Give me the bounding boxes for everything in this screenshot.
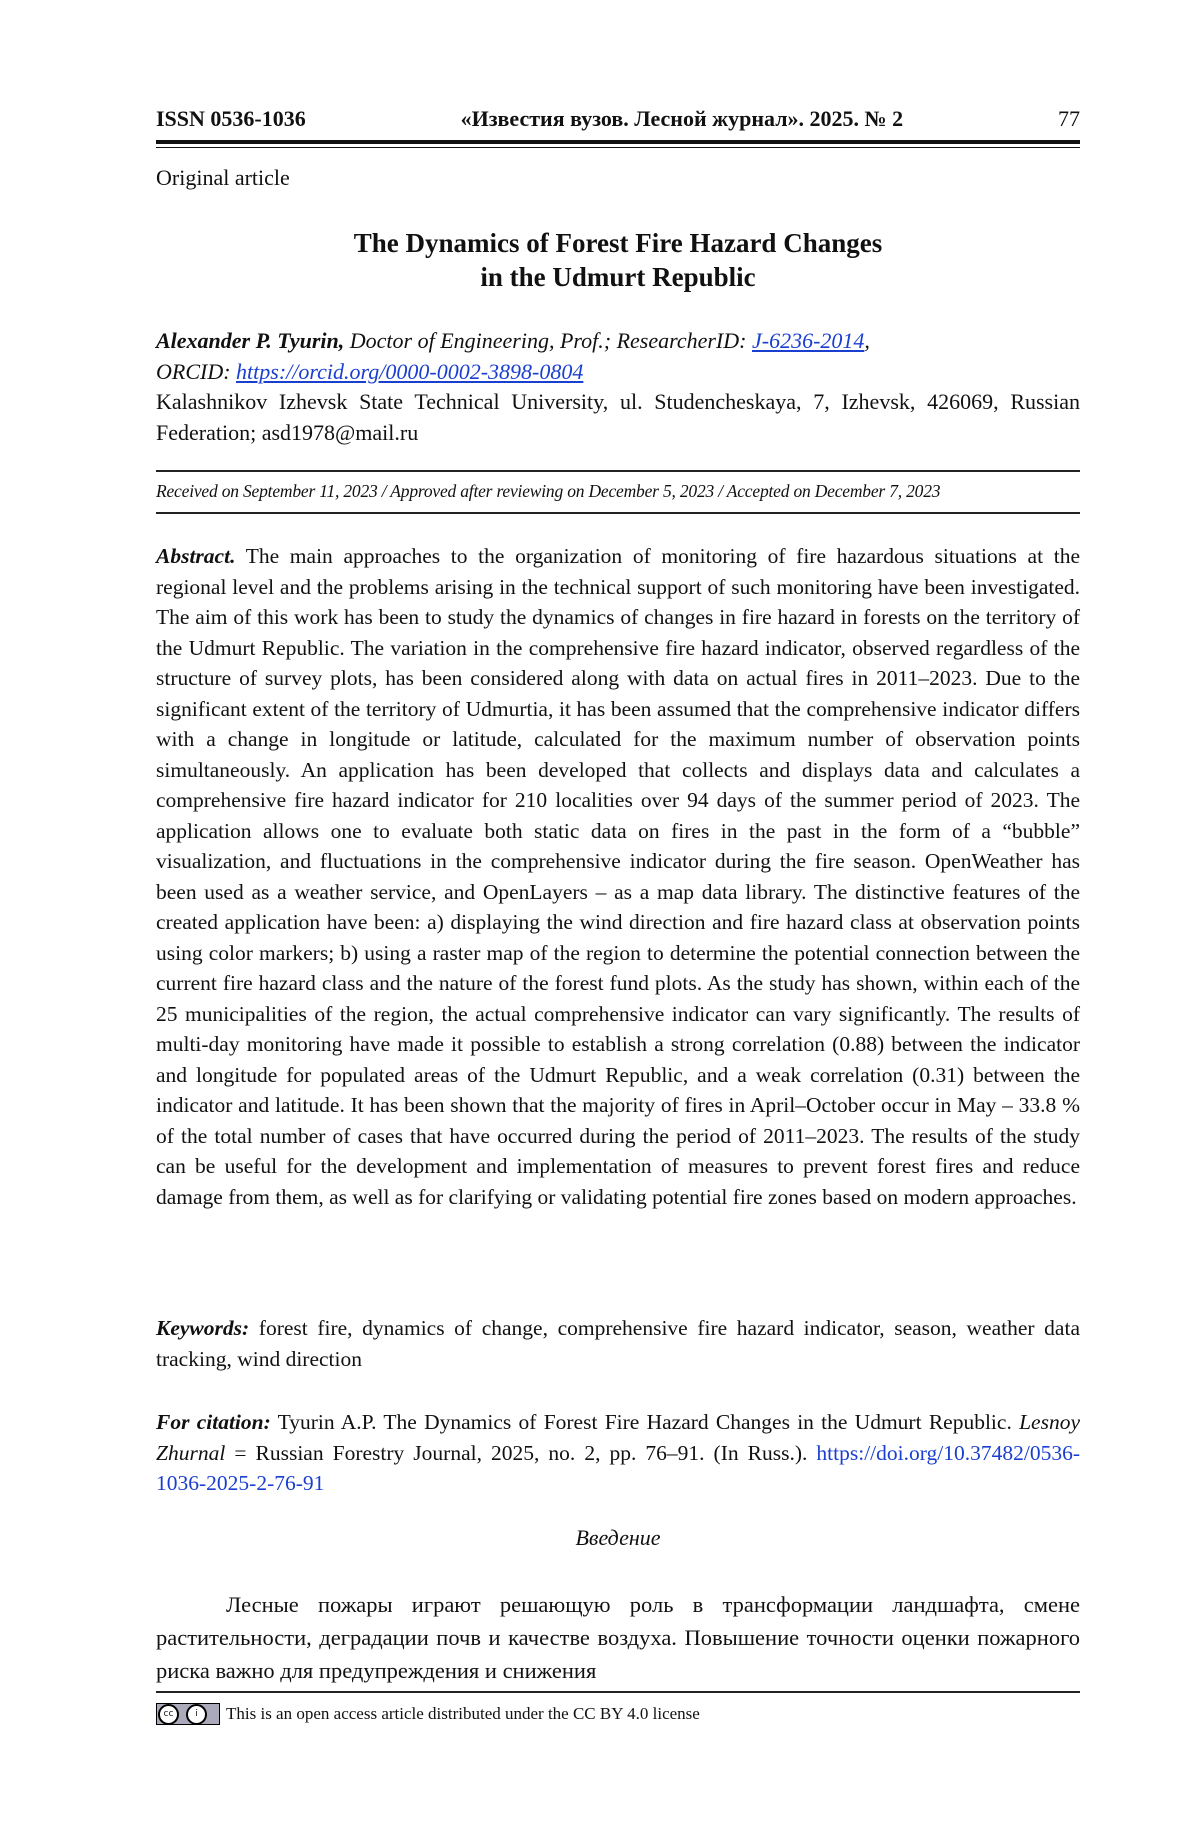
title-line-2: in the Udmurt Republic [156, 260, 1080, 294]
license-text: This is an open access article distributed under the CC BY 4.0 license [226, 1704, 700, 1724]
citation-journal: Lesnoy Zhurnal [156, 1410, 1080, 1465]
divider [156, 512, 1080, 514]
license-footer [156, 1703, 1080, 1725]
author-degree: Doctor of Engineering, Prof.; ResearcherID: [344, 328, 752, 353]
journal-name: «Известия вузов. Лесной журнал». 2025. № 2 [461, 106, 904, 136]
abstract-text: The main approaches to the organization of monitoring of fire hazardous situations at the regional level and the problems arising in the technical support of such monitoring have been investigated. The aim of this work has been to study the dynamics of changes in fire hazard in forests on the territory of the Udmurt Republic. The variation in the comprehensive fire hazard indicator, observed regardless of the structure of survey plots, has been considered along with data on actual fires in 2011–2023. Due to the significant extent of the territory of Udmurtia, it has been assumed that the comprehensive indicator differs with a change in longitude or latitude, calculated for the maximum number of observation points simultaneously. An application has been developed that collects and displays data and calculates a comprehensive fire hazard indicator for 210 localities over 94 days of the summer period of 2023. The application allows one to evaluate both static data on fires in the past in the form of a “bubble” visualization, and fluctuations in the comprehensive indicator during the fire season. OpenWeather has been used as a weather service, and OpenLayers – as a map data library. The distinctive features of the created application have been: a) displaying the wind direction and fire hazard class at observation points using color markers; b) using a raster map of the region to determine the potential connection between the current fire hazard class and the nature of the forest fund plots. As the study has shown, within each of the 25 municipalities of the region, the actual comprehensive indicator can vary significantly. The results of multi-day monitoring have made it possible to establish a strong correlation (0.88) between the indicator and longitude for populated areas of the Udmurt Republic, and a weak correlation (0.31) between the indicator and latitude. It has been shown that the majority of fires in April–October occur in May – 33.8 % of the total number of cases that have occurred during the period of 2011–2023. The results of the study can be useful for the development and implementation of measures to prevent forest fires and reduce damage from them, as well as for clarifying or validating potential fire zones based on modern approaches. [156, 544, 1080, 1209]
orcid-line [156, 357, 1080, 388]
header-rule-thick [156, 140, 1080, 144]
article-title [156, 226, 1080, 294]
divider [156, 470, 1080, 472]
dates: Received on September 11, 2023 / Approved after reviewing on December 5, 2023 / Accepted on December 7, 2023 [156, 481, 1080, 502]
abstract [156, 541, 1080, 1212]
cc-by-icon: cc i [156, 1703, 220, 1725]
citation-label: For citation: [156, 1410, 271, 1434]
running-header [156, 106, 1080, 136]
doi-link[interactable]: https://doi.org/10.37482/0536-1036-2025-2-76-91 [156, 1441, 1080, 1496]
intro-paragraph: Лесные пожары играют решающую роль в трансформации ландшафта, смене растительности, деградации почв и качестве воздуха. Повышение точности оценки пожарного риска важно для предупреждения и снижения [156, 1588, 1080, 1687]
author-line: Alexander P. Tyurin, Doctor of Engineering, Prof.; ResearcherID: J-6236-2014, [156, 326, 1080, 357]
author-block [156, 326, 1080, 448]
researcher-id-link[interactable]: J-6236-2014 [752, 328, 864, 353]
page-number: 77 [1058, 106, 1080, 136]
header-rule-thin [156, 147, 1080, 148]
orcid-link[interactable]: https://orcid.org/0000-0002-3898-0804 [236, 359, 583, 384]
footer-rule [156, 1691, 1080, 1693]
issn: ISSN 0536-1036 [156, 106, 306, 136]
article-type: Original article [156, 165, 1080, 191]
keywords-text: forest fire, dynamics of change, comprehensive fire hazard indicator, season, weather data tracking, wind direction [156, 1316, 1080, 1371]
orcid-label: ORCID: [156, 359, 236, 384]
section-heading: Введение [156, 1525, 1080, 1551]
abstract-label: Abstract. [156, 544, 235, 568]
citation [156, 1407, 1080, 1499]
affiliation: Kalashnikov Izhevsk State Technical University, ul. Studencheskaya, 7, Izhevsk, 426069, Russian Federation; asd1978@mail.ru [156, 387, 1080, 448]
title-line-1: The Dynamics of Forest Fire Hazard Changes [156, 226, 1080, 260]
citation-text: Tyurin A.P. The Dynamics of Forest Fire Hazard Changes in the Udmurt Republic. [271, 1410, 1019, 1434]
keywords [156, 1313, 1080, 1374]
citation-text-2: = Russian Forestry Journal, 2025, no. 2, pp. 76–91. (In Russ.). [225, 1441, 807, 1465]
author-name: Alexander P. Tyurin, [156, 328, 344, 353]
keywords-label: Keywords: [156, 1316, 249, 1340]
